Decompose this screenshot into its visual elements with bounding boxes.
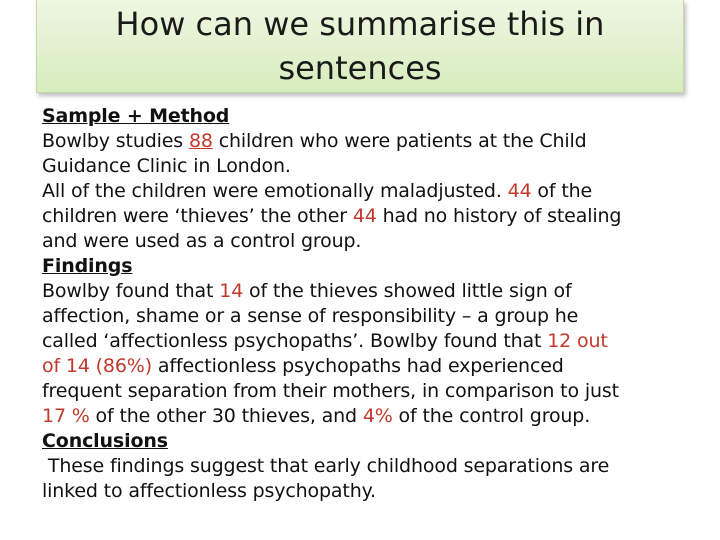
highlight-number: 88 xyxy=(188,130,213,152)
findings-line-6 xyxy=(42,404,702,429)
findings-line-1 xyxy=(42,279,702,304)
findings-line-5: frequent separation from their mothers, in comparison to just xyxy=(42,380,619,402)
heading-sample-method: Sample + Method xyxy=(42,105,230,127)
text: All of the children were emotionally maladjusted. xyxy=(42,180,508,202)
method-line-1 xyxy=(42,129,702,154)
method-line-2: Guidance Clinic in London. xyxy=(42,155,291,177)
highlight-number: 14 xyxy=(219,280,244,302)
highlight-number: 12 out xyxy=(547,330,608,352)
title-line-1: How can we summarise this in xyxy=(115,5,605,43)
text: children were ‘thieves’ the other xyxy=(42,205,353,227)
method-line-4 xyxy=(42,204,702,229)
text: of the thieves showed little sign of xyxy=(243,280,572,302)
conclusions-line-2: linked to affectionless psychopathy. xyxy=(42,480,376,502)
slide-body xyxy=(42,104,702,504)
title-line-2: sentences xyxy=(278,49,442,87)
text: affectionless psychopaths had experienced xyxy=(151,355,564,377)
text: called ‘affectionless psychopaths’. Bowlby found that xyxy=(42,330,548,352)
text: of the other 30 thieves, and xyxy=(89,405,363,427)
text: had no history of stealing xyxy=(376,205,622,227)
highlight-number: 44 xyxy=(507,180,532,202)
conclusions-line-1: These findings suggest that early childhood separations are xyxy=(42,455,610,477)
highlight-number: 4% xyxy=(362,405,393,427)
highlight-number: of 14 (86%) xyxy=(42,355,152,377)
text: of the control group. xyxy=(392,405,591,427)
text: of the xyxy=(531,180,593,202)
highlight-number: 17 % xyxy=(42,405,90,427)
method-line-3 xyxy=(42,179,702,204)
heading-conclusions: Conclusions xyxy=(42,430,168,452)
text: Bowlby studies xyxy=(42,130,189,152)
method-line-5: and were used as a control group. xyxy=(42,230,362,252)
title-box xyxy=(36,0,684,93)
findings-line-3 xyxy=(42,329,702,354)
findings-line-2: affection, shame or a sense of responsibility – a group he xyxy=(42,305,579,327)
text: children who were patients at the Child xyxy=(212,130,587,152)
heading-findings: Findings xyxy=(42,255,133,277)
text: Bowlby found that xyxy=(42,280,220,302)
findings-line-4 xyxy=(42,354,702,379)
highlight-number: 44 xyxy=(352,205,377,227)
